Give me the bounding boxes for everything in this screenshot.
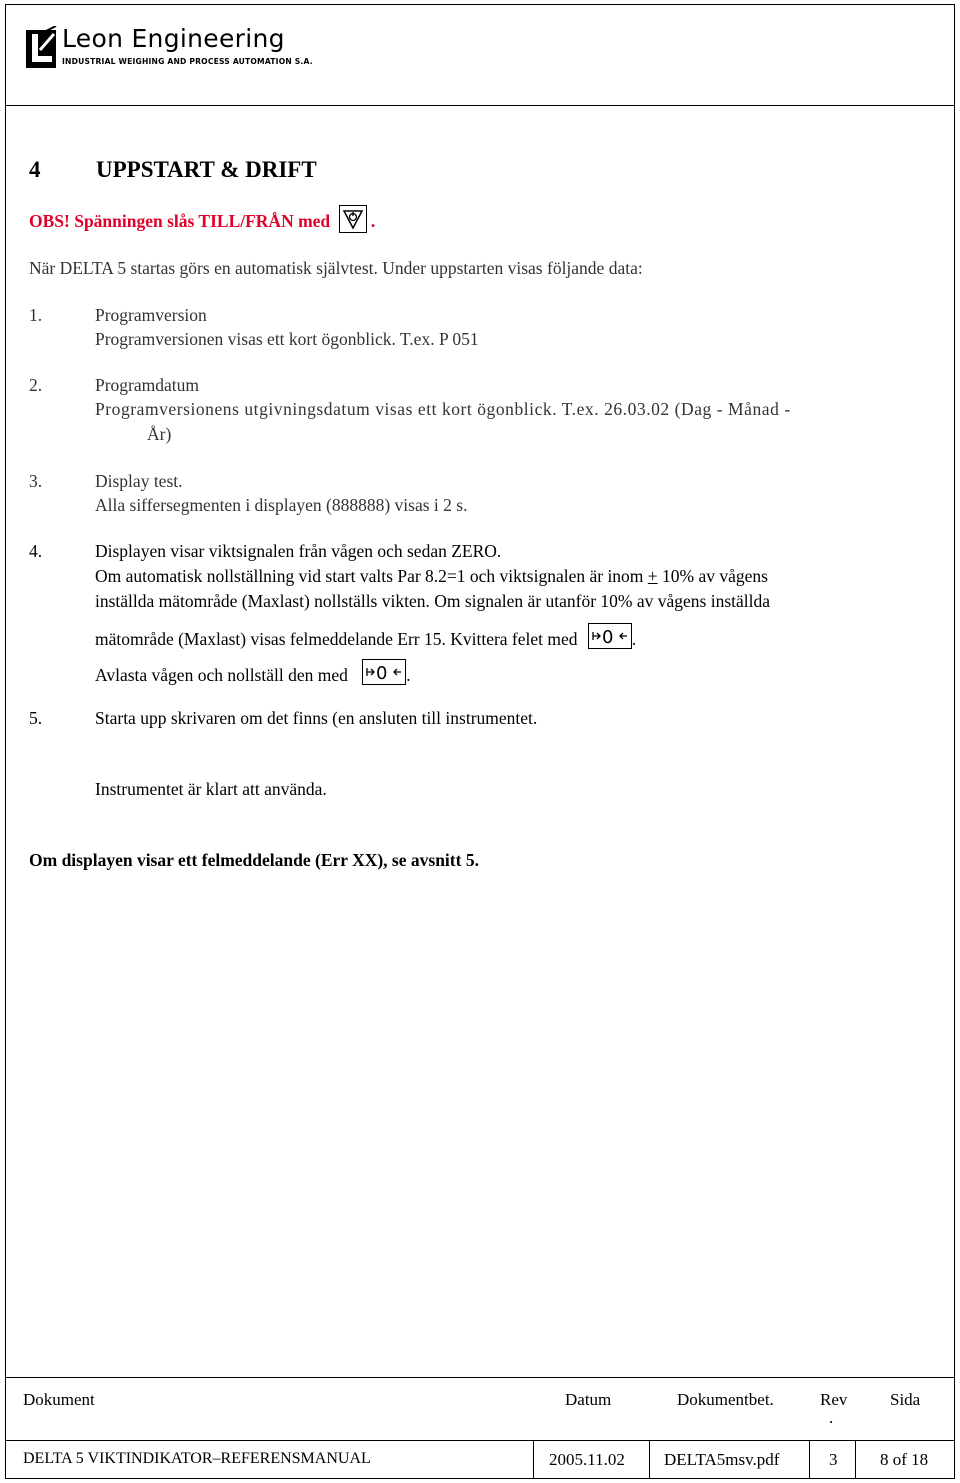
item-3-number: 3.: [29, 471, 43, 491]
footer-label-page: Sida: [890, 1390, 921, 1409]
footer-docname-value: DELTA5msv.pdf: [664, 1450, 780, 1469]
svg-text:0: 0: [376, 663, 388, 684]
footer-divider: [855, 1440, 856, 1479]
item-4-line-4-end: .: [631, 629, 637, 649]
item-1-title: Programversion: [95, 305, 207, 325]
item-4-line-2: [95, 566, 768, 587]
section-title: UPPSTART & DRIFT: [96, 157, 317, 182]
footer-label-rev-dot: .: [829, 1408, 834, 1427]
leon-logo-mark-icon: [26, 26, 58, 70]
item-3-description: Alla siffersegmenten i displayen (888888) visas i 2 s.: [95, 495, 468, 515]
footer-label-document: Dokument: [23, 1390, 95, 1409]
footer-document-value: DELTA 5 VIKTINDIKATOR–REFERENSMANUAL: [23, 1450, 371, 1467]
section-number: 4: [29, 157, 41, 182]
company-tagline: INDUSTRIAL WEIGHING AND PROCESS AUTOMATION S.A.: [62, 57, 313, 66]
item-4-line-2-end: 10% av vågens: [662, 566, 768, 586]
zero-key-icon: [362, 659, 406, 685]
footer-label-docname: Dokumentbet.: [677, 1390, 774, 1409]
footer-divider: [809, 1440, 810, 1479]
footer-divider: [649, 1440, 650, 1479]
item-4-line-5-text: Avlasta vågen och nollställ den med: [95, 665, 348, 685]
item-5-number: 5.: [29, 708, 43, 728]
item-5-title: Starta upp skrivaren om det finns (en ansluten till instrumentet.: [95, 708, 538, 728]
item-4-line-3: inställda mätområde (Maxlast) nollställs vikten. Om signalen är utanför 10% av vågens inställda: [95, 591, 771, 611]
footer-middle-rule: [5, 1440, 955, 1441]
power-warning-text: OBS! Spänningen slås TILL/FRÅN med: [29, 211, 331, 231]
power-warning: [29, 205, 375, 233]
item-2-description-cont: År): [147, 424, 172, 444]
intro-text: När DELTA 5 startas görs en automatisk självtest. Under uppstarten visas följande data:: [29, 258, 643, 278]
footer-label-rev: Rev: [820, 1390, 848, 1409]
item-4-line-5: [95, 659, 411, 686]
item-4-line-2-text: Om automatisk nollställning vid start valts Par 8.2=1 och viktsignalen är inom: [95, 566, 644, 586]
footer-date-value: 2005.11.02: [549, 1450, 625, 1469]
item-3-title: Display test.: [95, 471, 183, 491]
plus-minus-sign: +: [647, 566, 658, 586]
item-2-description: Programversionens utgivningsdatum visas ett kort ögonblick. T.ex. 26.03.02 (Dag - Månad -: [95, 399, 791, 419]
item-4-line-5-end: .: [406, 665, 411, 685]
svg-text:0: 0: [601, 627, 614, 648]
header-divider: [5, 105, 955, 106]
footer-page-value: 8 of 18: [880, 1450, 929, 1469]
error-note: Om displayen visar ett felmeddelande (Err XX), se avsnitt 5.: [29, 850, 479, 870]
item-4-line-4-text: mätområde (Maxlast) visas felmeddelande Err 15. Kvittera felet med: [95, 629, 578, 649]
item-1-number: 1.: [29, 305, 43, 325]
power-key-icon: [339, 205, 367, 233]
footer-label-date: Datum: [565, 1390, 612, 1409]
footer-divider: [533, 1440, 534, 1479]
item-4-line-4: [95, 623, 636, 650]
ready-text: Instrumentet är klart att använda.: [95, 779, 327, 799]
item-4-title: Displayen visar viktsignalen från vågen och sedan ZERO.: [95, 541, 502, 561]
footer-rev-value: 3: [829, 1450, 838, 1469]
item-2-title: Programdatum: [95, 375, 200, 395]
footer-top-rule: [5, 1377, 955, 1378]
power-warning-end: .: [370, 211, 376, 231]
zero-key-icon: [588, 623, 632, 649]
item-1-description: Programversionen visas ett kort ögonblick. T.ex. P 051: [95, 329, 479, 349]
company-name: Leon Engineering: [62, 24, 285, 53]
company-logo: [26, 24, 313, 72]
item-4-number: 4.: [29, 541, 43, 561]
item-2-number: 2.: [29, 375, 43, 395]
